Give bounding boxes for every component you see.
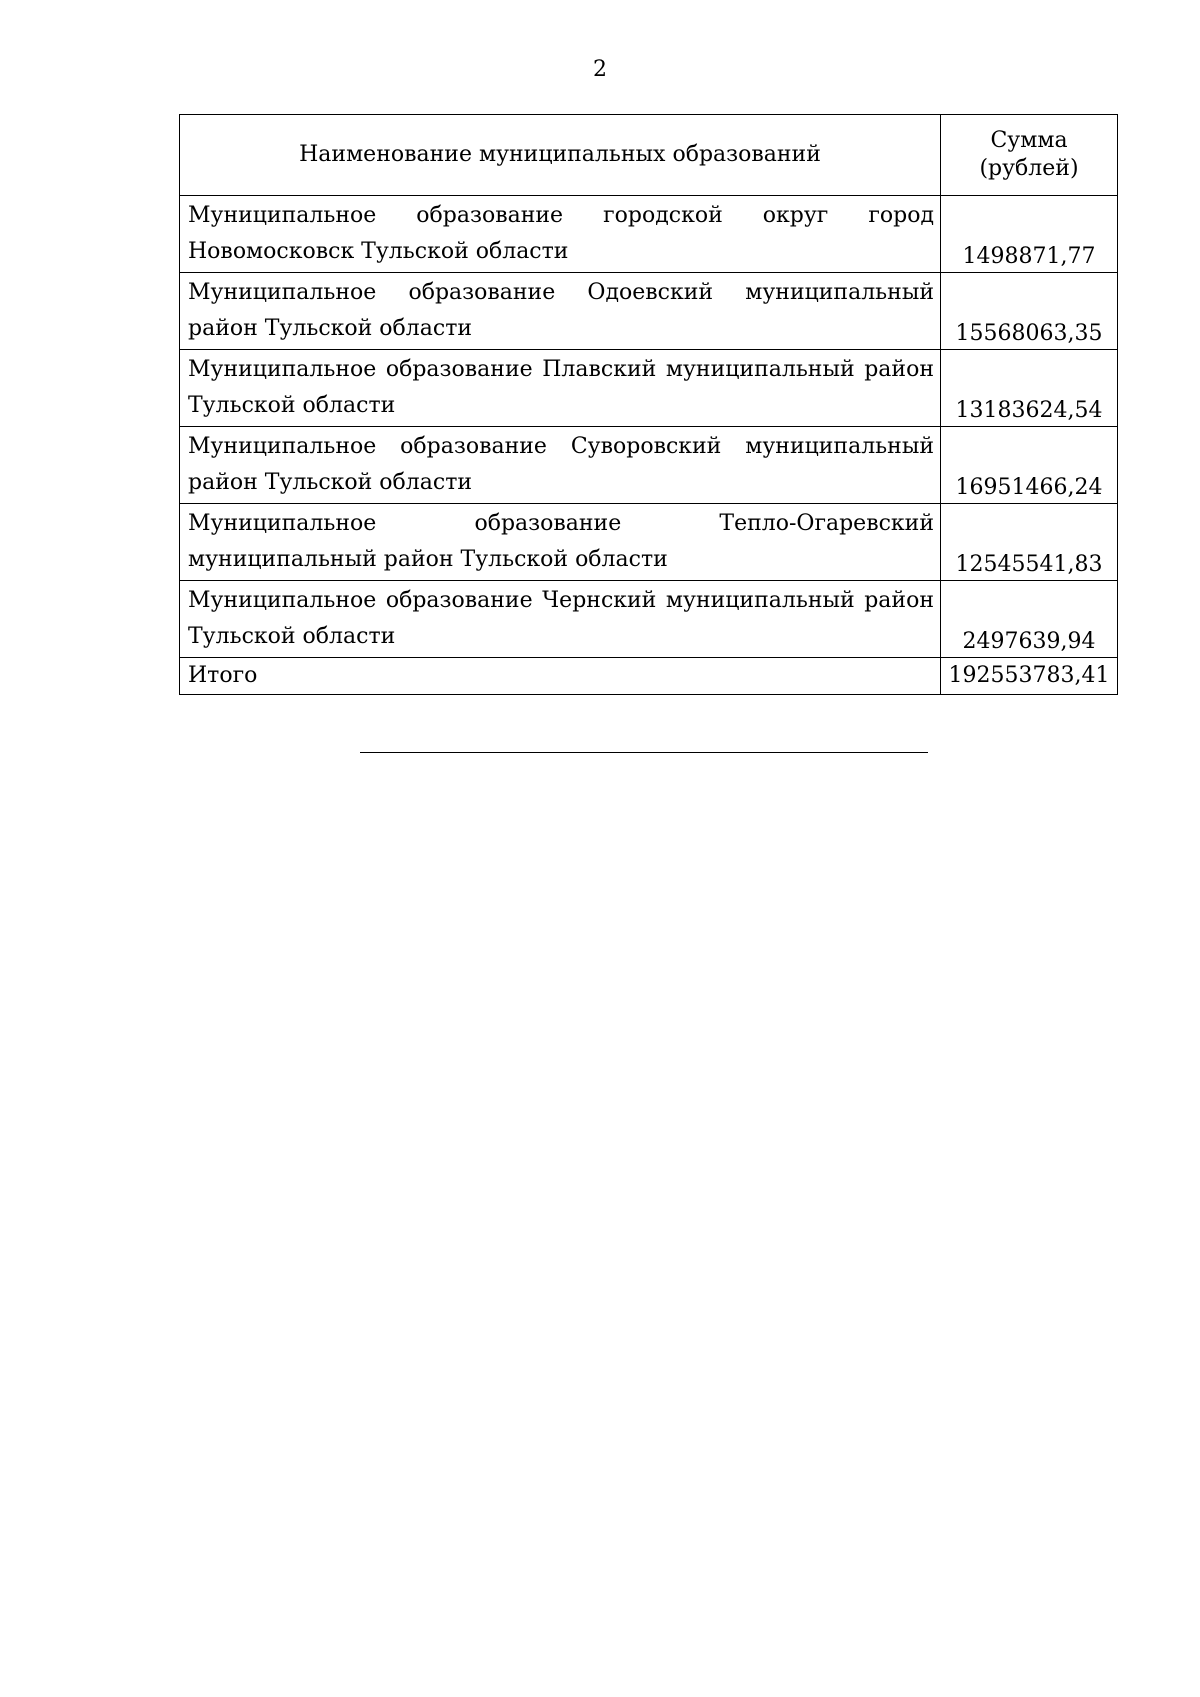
row-sum: 2497639,94 <box>941 581 1118 658</box>
page-number: 2 <box>593 57 607 82</box>
row-name: Муниципальное образование Суворовский муниципальный район Тульской области <box>180 427 941 504</box>
row-name: Муниципальное образование Тепло-Огаревский муниципальный район Тульской области <box>180 504 941 581</box>
header-sum-label: Сумма <box>990 128 1068 153</box>
row-name: Муниципальное образование Одоевский муниципальный район Тульской области <box>180 273 941 350</box>
total-row <box>180 658 1118 695</box>
header-sum-unit: (рублей) <box>979 156 1079 181</box>
row-sum: 1498871,77 <box>941 196 1118 273</box>
row-name: Муниципальное образование городской округ город Новомосковск Тульской области <box>180 196 941 273</box>
table-row <box>180 350 1118 427</box>
end-of-document-line <box>360 752 928 753</box>
table-row <box>180 273 1118 350</box>
total-label: Итого <box>180 658 941 695</box>
table-row <box>180 196 1118 273</box>
table-header-row <box>180 115 1118 196</box>
table-row <box>180 581 1118 658</box>
header-name: Наименование муниципальных образований <box>180 115 941 196</box>
row-sum: 15568063,35 <box>941 273 1118 350</box>
row-name: Муниципальное образование Плавский муниципальный район Тульской области <box>180 350 941 427</box>
row-sum: 13183624,54 <box>941 350 1118 427</box>
allocation-table <box>179 114 1118 695</box>
table-row <box>180 504 1118 581</box>
total-sum: 192553783,41 <box>941 658 1118 695</box>
row-name: Муниципальное образование Чернский муниципальный район Тульской области <box>180 581 941 658</box>
row-sum: 16951466,24 <box>941 427 1118 504</box>
header-sum <box>941 115 1118 196</box>
row-sum: 12545541,83 <box>941 504 1118 581</box>
table-row <box>180 427 1118 504</box>
